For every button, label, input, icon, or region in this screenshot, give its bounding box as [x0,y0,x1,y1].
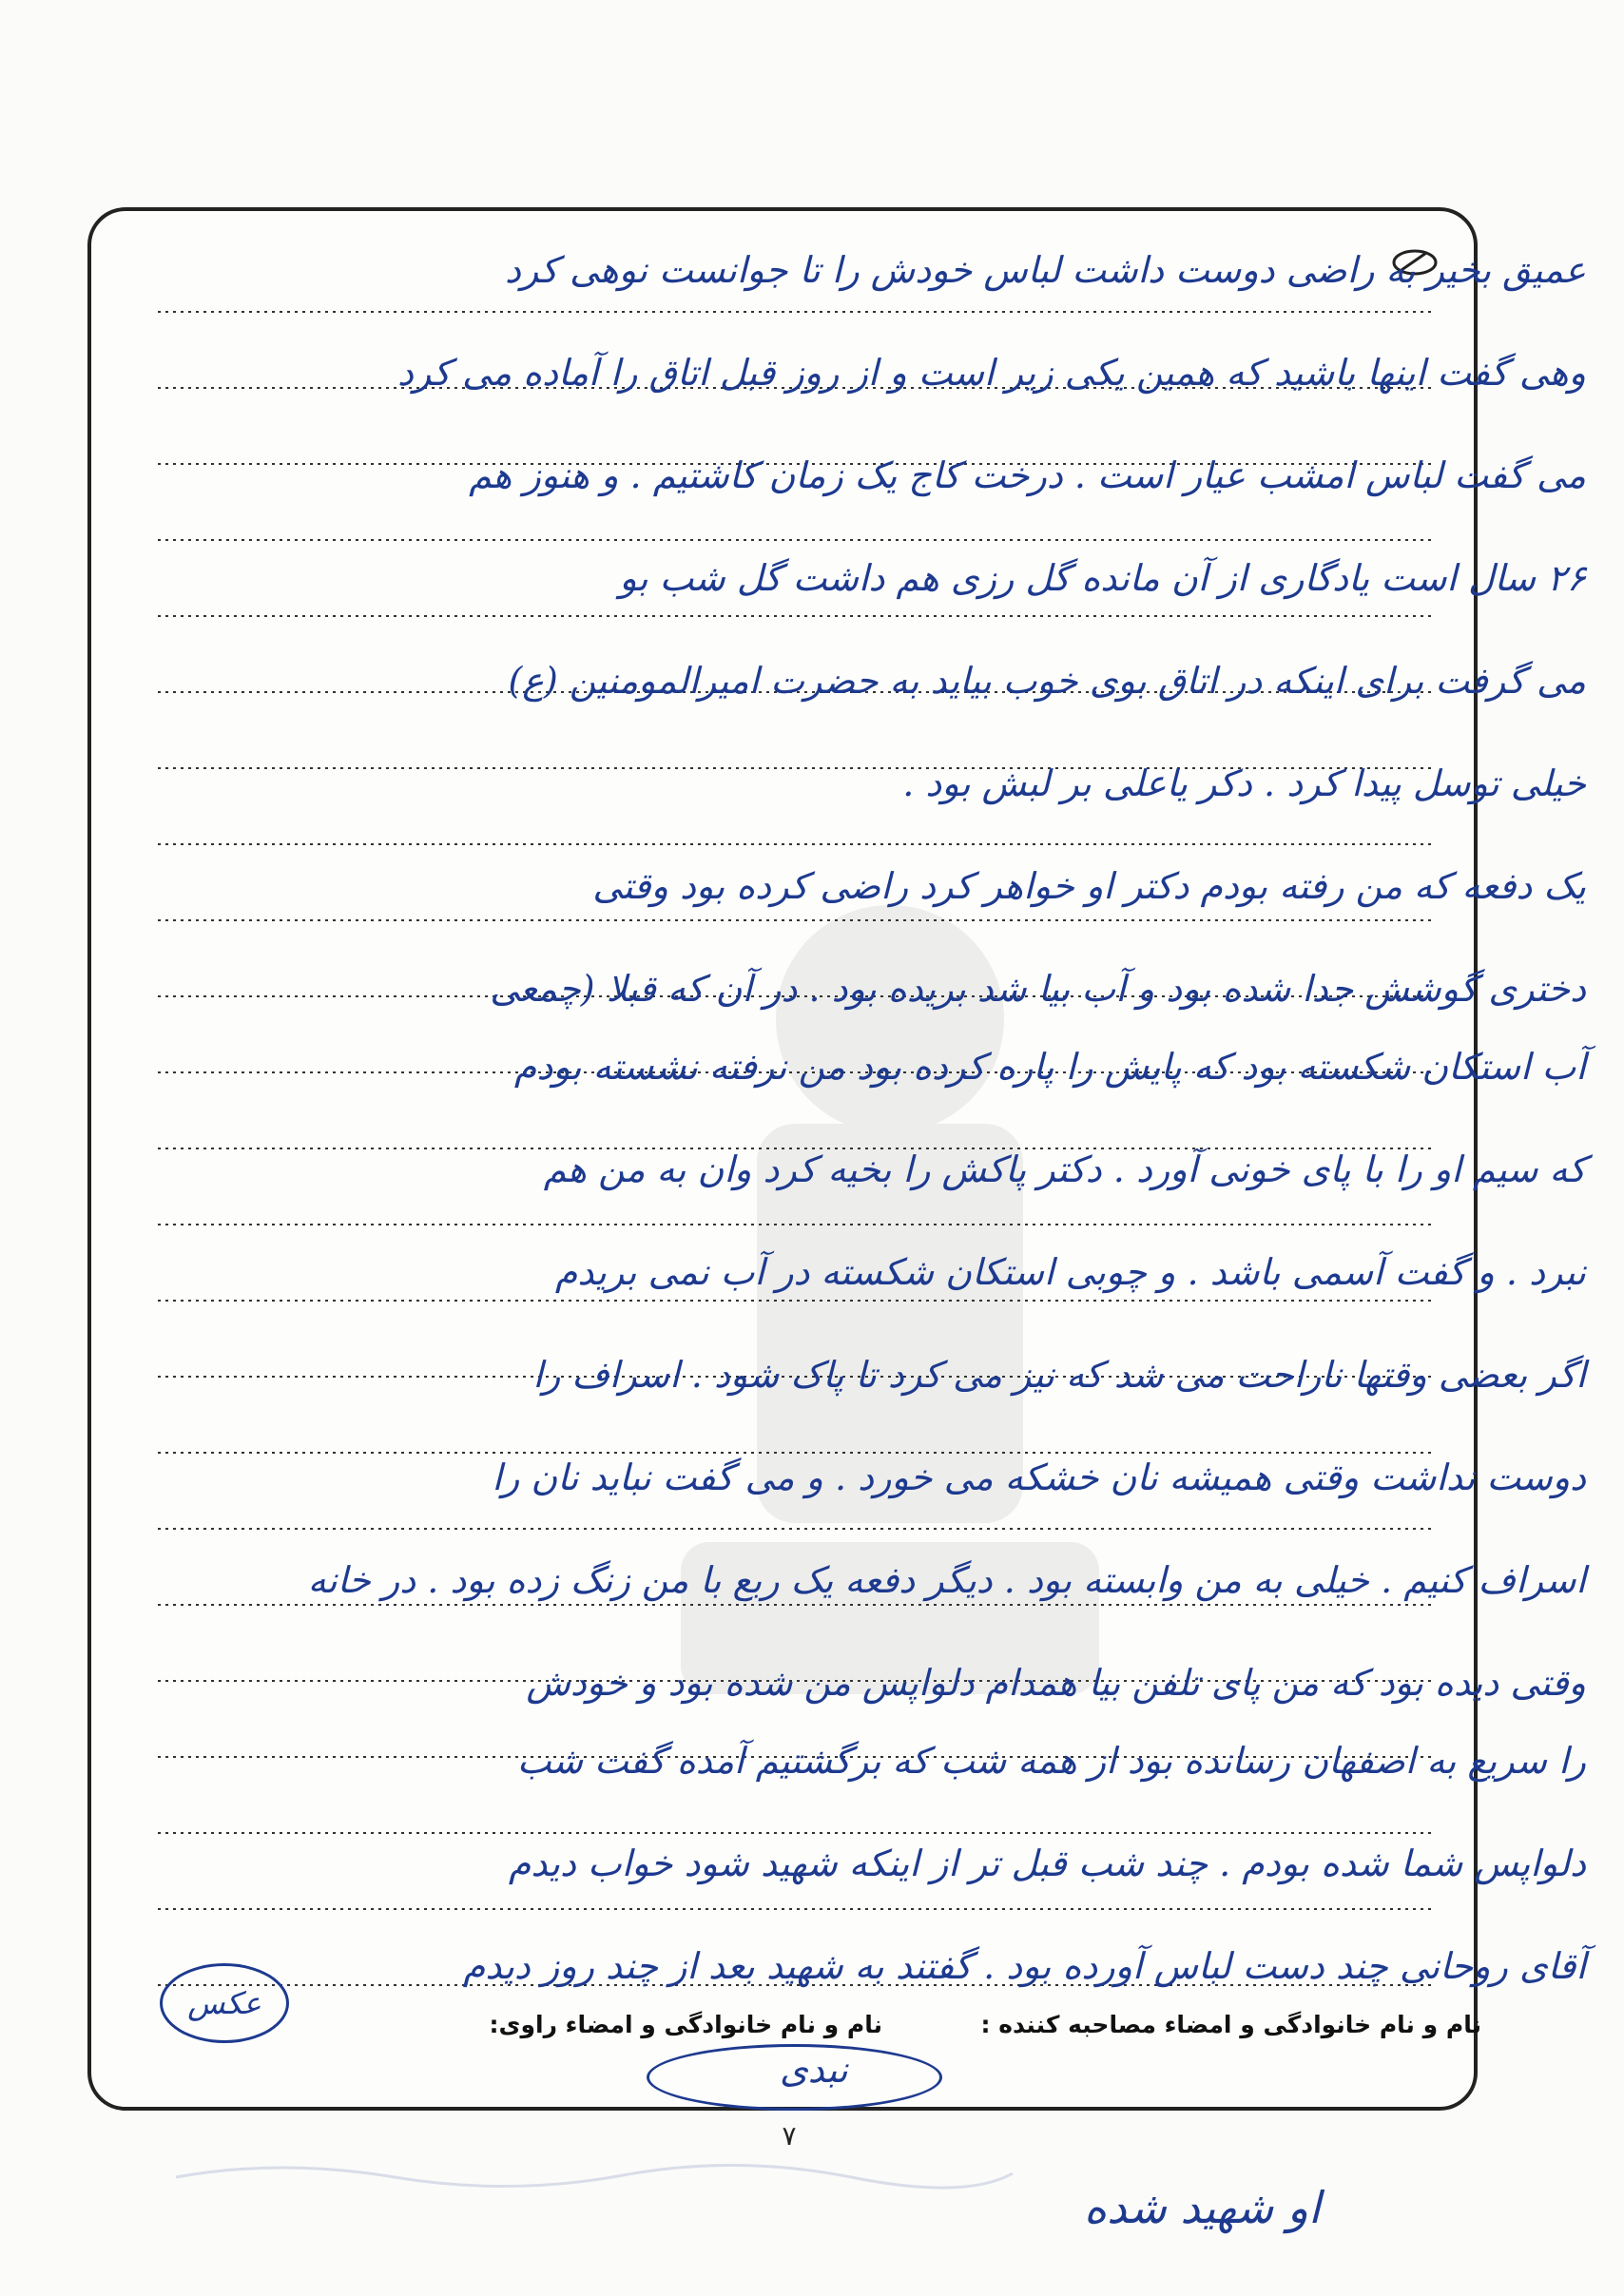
page-number: ۷ [782,2120,797,2151]
handwritten-line: که سیم او را با پای خونی آورد . دکتر پاکش را بخیه کرد وان به من هم [543,1148,1586,1190]
handwritten-line: خیلی توسل پیدا کرد . دکر یاعلی بر لبش بود . [902,762,1586,804]
handwritten-line: اگر بعضی وقتها ناراحت می شد که نیز می کرد تا پاک شود . اسراف را [532,1354,1586,1396]
handwritten-line: نبرد . و گفت آسمی باشد . و چوبی استکان شکسته در آب نمی بریدم [554,1251,1586,1293]
handwritten-line: را سریع به اصفهان رسانده بود از همه شب که برگشتیم آمده گفت شب [516,1740,1586,1782]
bleed-through-ink [166,2149,1022,2196]
interviewer-label: نام و نام خانوادگی و امضاء مصاحبه کننده : [980,2011,1481,2038]
handwritten-line: وهی گفت اینها باشید که همین یکی زیر است و از روز قبل اتاق را آماده می کرد [397,352,1586,394]
bottom-note: او شهید شده [1084,2182,1321,2233]
handwritten-line: عمیق بخیر به راضی دوست داشت لباس خودش را تا جوانست نوهی کرد [504,249,1586,291]
handwritten-line: دلواپس شما شده بودم . چند شب قبل تر از اینکه شهید شود خواب دیدم [508,1843,1586,1884]
handwritten-line: می گرفت برای اینکه در اتاق بوی خوب بیاید به حضرت امیرالمومنین (ع) [508,660,1586,702]
handwritten-line: ۲۶ سال است یادگاری از آن مانده گل رزی هم داشت گل شب بو [619,557,1586,599]
handwritten-line: دوست نداشت وقتی همیشه نان خشکه می خورد . و می گفت نباید نان را [492,1457,1586,1498]
handwritten-line: آب استکان شکسته بود که پایش را پاره کرده بود من نرفته نشسته بودم [513,1046,1586,1088]
handwritten-line: یک دفعه که من رفته بودم دکتر او خواهر کرد راضی کرده بود وقتی [592,865,1586,907]
handwritten-line: می گفت لباس امشب عیار است . درخت کاج یک زمان کاشتیم . و هنوز هم [469,454,1586,496]
circled-stamp: عکس [160,1963,289,2043]
handwritten-line: وقتی دیده بود که من پای تلفن بیا همدام دلواپس من شده بود و خودش [526,1662,1586,1704]
narrator-label: نام و نام خانوادگی و امضاء راوی: [489,2011,882,2038]
handwritten-line: دختری گوشش جدا شده بود و آب بیا شد بریده بود . در آن که قبلا (چمعی [490,968,1586,1010]
handwritten-line: آقای روحانی چند دست لباس آورده بود . گفتند به شهید بعد از چند روز دیدم [462,1945,1586,1987]
handwritten-line: اسراف کنیم . خیلی به من وابسته بود . دیگر دفعه یک ربع با من زنگ زده بود . در خانه [307,1559,1586,1601]
interviewer-signature: نبدی [780,2049,848,2091]
